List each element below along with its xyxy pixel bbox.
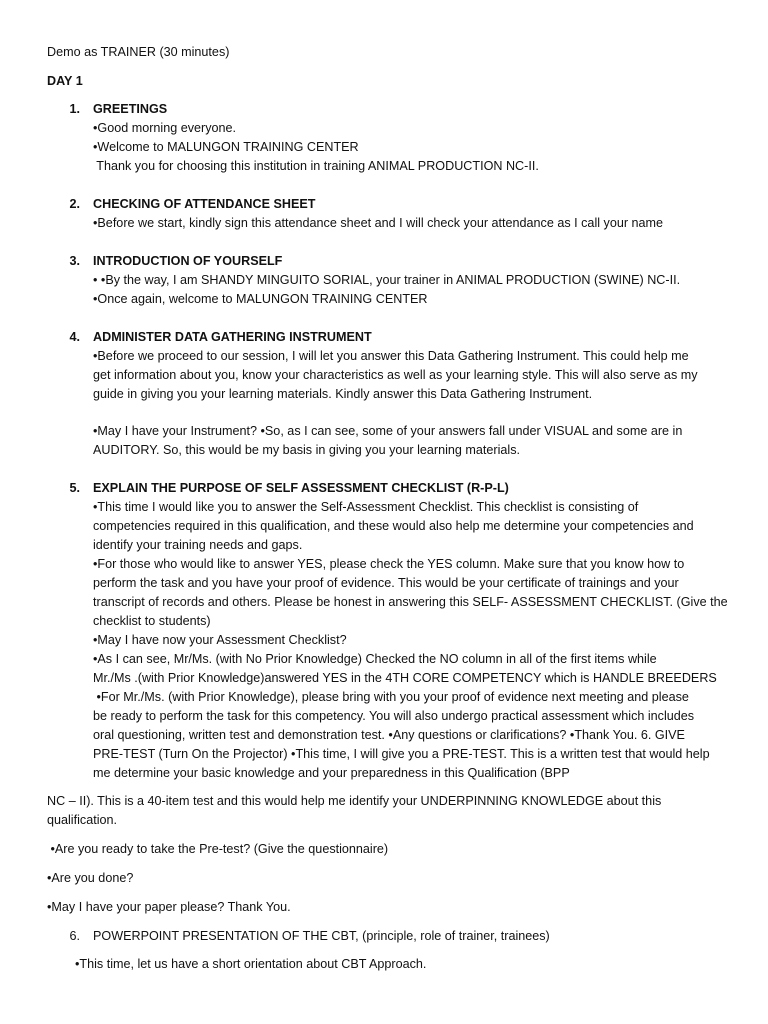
section-line: •Once again, welcome to MALUNGON TRAINING CENTER [93, 292, 428, 306]
section-line: •For those who would like to answer YES, please check the YES column. Make sure that you know how to [93, 557, 685, 571]
section-line: AUDITORY. So, this would be my basis in giving you your learning materials. [93, 443, 520, 457]
section-line: •Before we start, kindly sign this attendance sheet and I will check your attendance as I call your name [93, 216, 664, 230]
section-line: checklist to students) [93, 614, 211, 628]
section-line: me determine your basic knowledge and your preparedness in this Qualification (BPP [93, 766, 570, 780]
section-line: •This time, let us have a short orientation about CBT Approach. [75, 957, 427, 971]
section-line: Thank you for choosing this institution in training ANIMAL PRODUCTION NC-II. [93, 159, 539, 173]
section-line: •May I have now your Assessment Checklist? [93, 633, 347, 647]
section-heading: INTRODUCTION OF YOURSELF [93, 254, 283, 268]
section-line: transcript of records and others. Please be honest in answering this SELF- ASSESSMENT CHECKLIST. (Give the [93, 595, 728, 609]
section-number: 2. [69, 197, 80, 211]
section-line: perform the task and you have your proof of evidence. This would be your certificate of trainings and your [93, 576, 679, 590]
section-line: •Before we proceed to our session, I will let you answer this Data Gathering Instrument. This could help me [93, 349, 689, 363]
day-label: DAY 1 [47, 74, 83, 88]
section-number: 1. [69, 102, 80, 116]
section-heading: CHECKING OF ATTENDANCE SHEET [93, 197, 316, 211]
section-line: •As I can see, Mr/Ms. (with No Prior Knowledge) Checked the NO column in all of the first items while [93, 652, 657, 666]
section-line: oral questioning, written test and demonstration test. •Any questions or clarifications? •Thank You. 6. GIVE [93, 728, 685, 742]
section-line: be ready to perform the task for this competency. You will also undergo practical assessment which includes [93, 709, 695, 723]
section-line: guide in giving you your learning materials. Kindly answer this Data Gathering Instrument. [93, 387, 593, 401]
section-line: •May I have your Instrument? •So, as I can see, some of your answers fall under VISUAL and some are in [93, 424, 683, 438]
section-line: Mr./Ms .(with Prior Knowledge)answered YES in the 4TH CORE COMPETENCY which is HANDLE BREEDERS [93, 671, 717, 685]
section-line: •Good morning everyone. [93, 121, 237, 135]
section-heading: GREETINGS [93, 102, 168, 116]
section-line: identify your training needs and gaps. [93, 538, 303, 552]
section-heading: ADMINISTER DATA GATHERING INSTRUMENT [93, 330, 372, 344]
section-line: get information about you, know your characteristics as well as your learning style. This will also serve as my [93, 368, 698, 382]
section-line: PRE-TEST (Turn On the Projector) •This time, I will give you a PRE-TEST. This is a written test that would help [93, 747, 710, 761]
section-line: competencies required in this qualification, and these would also help me determine your competencies and [93, 519, 694, 533]
section-number: 3. [69, 254, 80, 268]
paragraph-line: NC – II). This is a 40-item test and this would help me identify your UNDERPINNING KNOWLEDGE about this [47, 794, 662, 808]
prompt-line: •Are you done? [47, 871, 134, 885]
section-number: 6. [69, 929, 80, 943]
paragraph-line: qualification. [47, 813, 118, 827]
section-heading: EXPLAIN THE PURPOSE OF SELF ASSESSMENT CHECKLIST (R-P-L) [93, 481, 509, 495]
section-number: 5. [69, 481, 80, 495]
section-number: 4. [69, 330, 80, 344]
section-heading: POWERPOINT PRESENTATION OF THE CBT, (principle, role of trainer, trainees) [93, 929, 550, 943]
section-line: •For Mr./Ms. (with Prior Knowledge), please bring with you your proof of evidence next meeting and please [93, 690, 689, 704]
section-line: • •By the way, I am SHANDY MINGUITO SORIAL, your trainer in ANIMAL PRODUCTION (SWINE) NC-II. [93, 273, 681, 287]
prompt-line: •Are you ready to take the Pre-test? (Give the questionnaire) [47, 842, 389, 856]
section-line: •This time I would like you to answer the Self-Assessment Checklist. This checklist is consisting of [93, 500, 639, 514]
document-title: Demo as TRAINER (30 minutes) [47, 45, 230, 59]
section-line: •Welcome to MALUNGON TRAINING CENTER [93, 140, 359, 154]
prompt-line: •May I have your paper please? Thank You. [47, 900, 291, 914]
